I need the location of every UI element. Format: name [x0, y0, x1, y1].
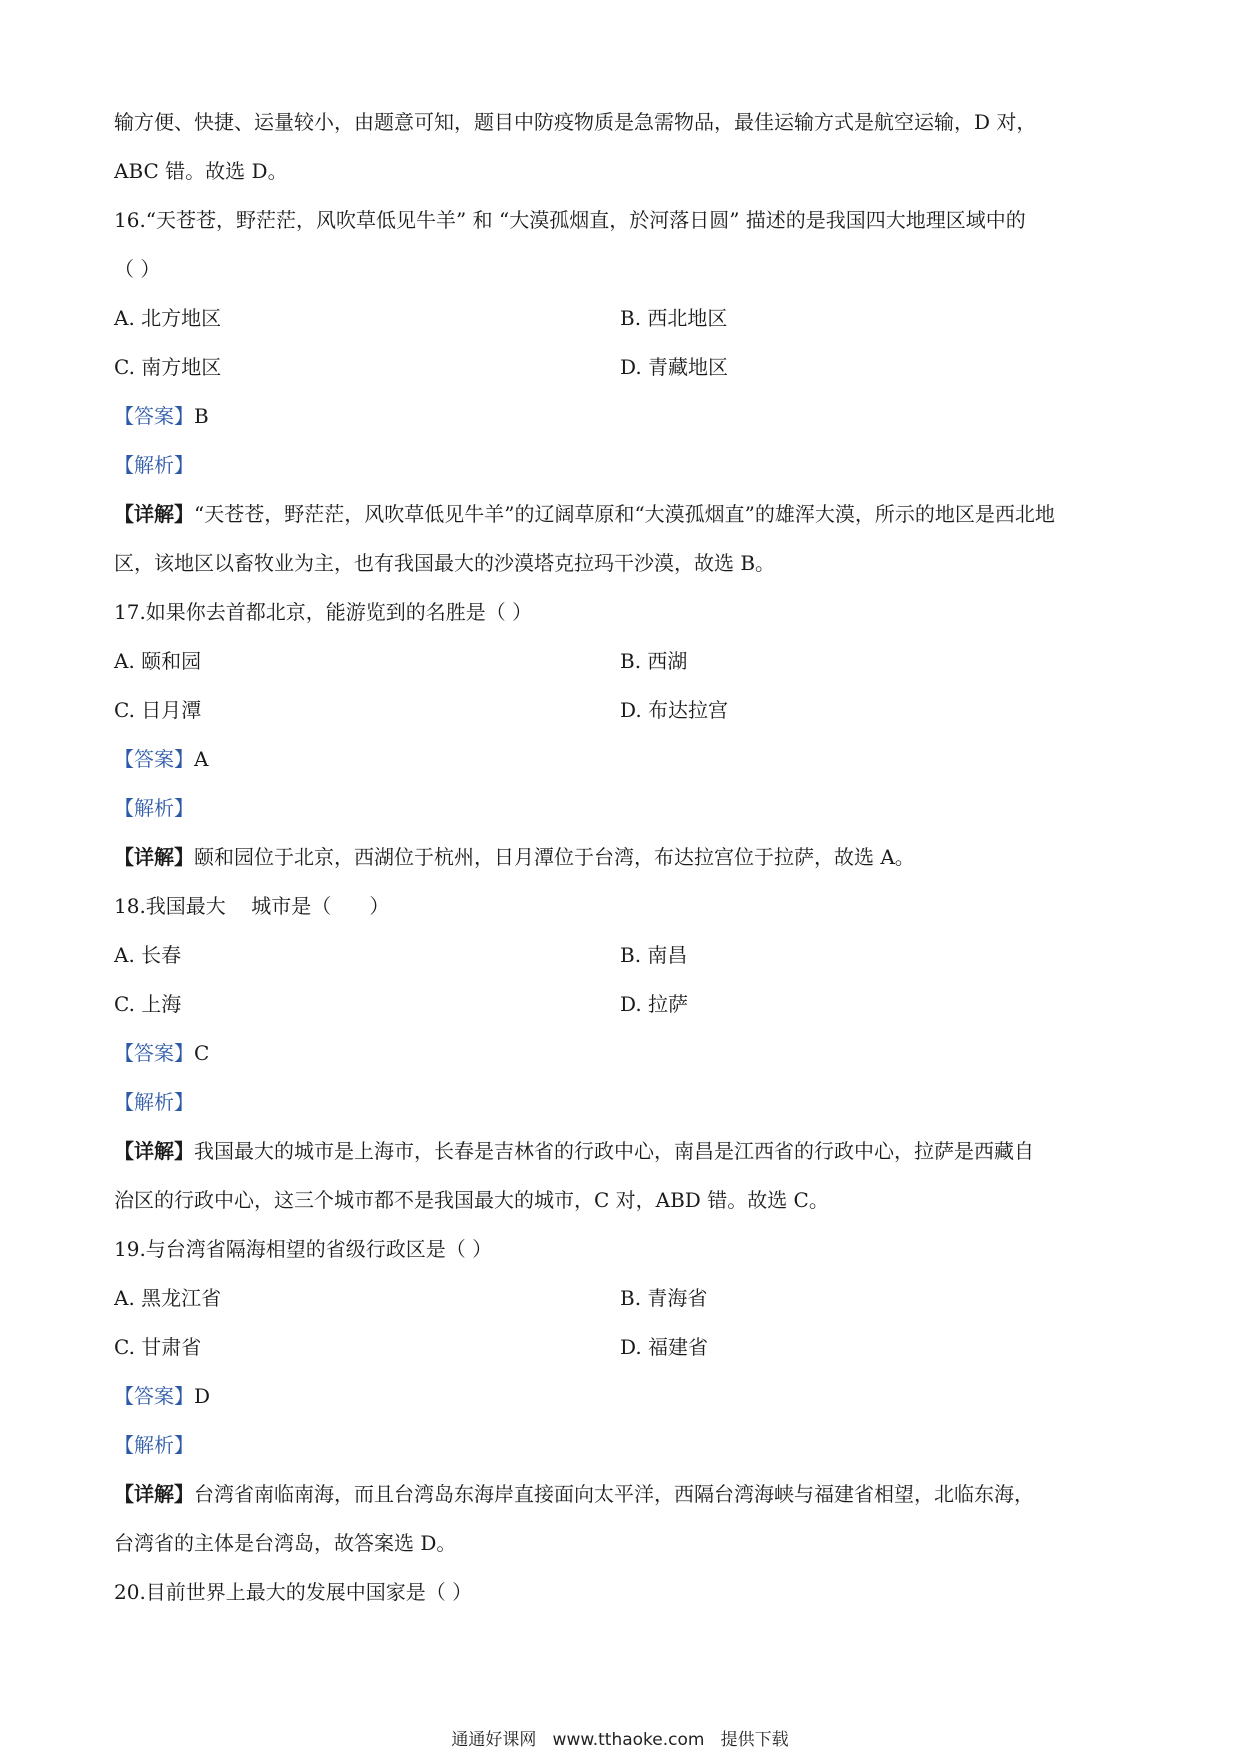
question-17-option-b: B. 西湖	[620, 649, 688, 673]
question-16-option-a: A. 北方地区	[114, 306, 222, 330]
question-16-detail-1	[114, 490, 1130, 539]
question-16-option-d: D. 青藏地区	[620, 355, 729, 379]
question-17-detail-text-1: 颐和园位于北京，西湖位于杭州，日月潭位于台湾，布达拉宫位于拉萨，故选 A。	[194, 845, 915, 869]
question-19-answer-value: D	[194, 1384, 211, 1408]
question-18-detail-2: 治区的行政中心，这三个城市都不是我国最大的城市，C 对，ABD 错。故选 C。	[114, 1188, 829, 1212]
document-page	[114, 98, 1130, 1617]
intro-line-1: 输方便、快捷、运量较小，由题意可知，题目中防疫物质是急需物品，最佳运输方式是航空运输，D 对，	[114, 110, 1037, 134]
question-16-options-row-1	[114, 294, 1130, 343]
question-18-option-b: B. 南昌	[620, 943, 688, 967]
question-19-analysis	[114, 1421, 1130, 1470]
detail-label: 【详解】	[114, 502, 194, 526]
question-16-answer	[114, 392, 1130, 441]
question-19-options-row-2	[114, 1323, 1130, 1372]
detail-label: 【详解】	[114, 1482, 194, 1506]
question-18-detail-text-1: 我国最大的城市是上海市，长春是吉林省的行政中心，南昌是江西省的行政中心，拉萨是西藏自	[194, 1139, 1034, 1163]
question-16-option-c: C. 南方地区	[114, 355, 222, 379]
question-19-detail-text-1: 台湾省南临南海，而且台湾岛东海岸直接面向太平洋，西隔台湾海峡与福建省相望，北临东海，	[194, 1482, 1034, 1506]
question-19-option-c: C. 甘肃省	[114, 1335, 202, 1359]
question-17-detail-1	[114, 833, 1130, 882]
answer-label: 【答案】	[114, 404, 194, 428]
answer-label: 【答案】	[114, 1041, 194, 1065]
question-18-analysis	[114, 1078, 1130, 1127]
question-17-option-c: C. 日月潭	[114, 698, 202, 722]
question-17-analysis	[114, 784, 1130, 833]
question-19-detail-2: 台湾省的主体是台湾岛，故答案选 D。	[114, 1531, 457, 1555]
question-19-option-a: A. 黑龙江省	[114, 1286, 222, 1310]
question-16-answer-value: B	[194, 404, 209, 428]
question-17-options-row-1	[114, 637, 1130, 686]
answer-label: 【答案】	[114, 747, 194, 771]
question-19-stem: 19.与台湾省隔海相望的省级行政区是（ ）	[114, 1237, 493, 1261]
question-18-stem: 18.我国最大 城市是（ ）	[114, 894, 390, 918]
question-16-detail-2: 区，该地区以畜牧业为主，也有我国最大的沙漠塔克拉玛干沙漠，故选 B。	[114, 551, 776, 575]
question-17-option-d: D. 布达拉宫	[620, 698, 729, 722]
question-19-detail-1	[114, 1470, 1130, 1519]
question-19-option-d: D. 福建省	[620, 1335, 709, 1359]
question-19-options-row-1	[114, 1274, 1130, 1323]
question-19-option-b: B. 青海省	[620, 1286, 708, 1310]
question-16-stem-blank: （ ）	[114, 257, 161, 281]
question-19-answer	[114, 1372, 1130, 1421]
question-18-option-a: A. 长春	[114, 943, 182, 967]
analysis-label: 【解析】	[114, 453, 194, 477]
question-18-answer	[114, 1029, 1130, 1078]
question-17-answer	[114, 735, 1130, 784]
question-16-analysis	[114, 441, 1130, 490]
question-17-option-a: A. 颐和园	[114, 649, 202, 673]
question-16-detail-text-1: “天苍苍，野茫茫，风吹草低见牛羊”的辽阔草原和“大漠孤烟直”的雄浑大漠，所示的地区是西北地	[194, 502, 1055, 526]
question-18-answer-value: C	[194, 1041, 210, 1065]
question-18-detail-1	[114, 1127, 1130, 1176]
question-18-options-row-2	[114, 980, 1130, 1029]
question-16-options-row-2	[114, 343, 1130, 392]
question-18-option-d: D. 拉萨	[620, 992, 689, 1016]
question-17-stem: 17.如果你去首都北京，能游览到的名胜是（ ）	[114, 600, 533, 624]
detail-label: 【详解】	[114, 845, 194, 869]
question-17-options-row-2	[114, 686, 1130, 735]
question-17-answer-value: A	[194, 747, 209, 771]
answer-label: 【答案】	[114, 1384, 194, 1408]
page-footer: 通通好课网 www.tthaoke.com 提供下载	[451, 1730, 789, 1750]
question-20-stem: 20.目前世界上最大的发展中国家是（ ）	[114, 1580, 473, 1604]
analysis-label: 【解析】	[114, 1433, 194, 1457]
question-18-options-row-1	[114, 931, 1130, 980]
analysis-label: 【解析】	[114, 796, 194, 820]
detail-label: 【详解】	[114, 1139, 194, 1163]
analysis-label: 【解析】	[114, 1090, 194, 1114]
question-16-stem: 16.“天苍苍，野茫茫，风吹草低见牛羊” 和 “大漠孤烟直，於河落日圆” 描述的是我国四大地理区域中的	[114, 208, 1026, 232]
intro-line-2: ABC 错。故选 D。	[114, 159, 288, 183]
question-18-option-c: C. 上海	[114, 992, 182, 1016]
question-16-option-b: B. 西北地区	[620, 306, 728, 330]
